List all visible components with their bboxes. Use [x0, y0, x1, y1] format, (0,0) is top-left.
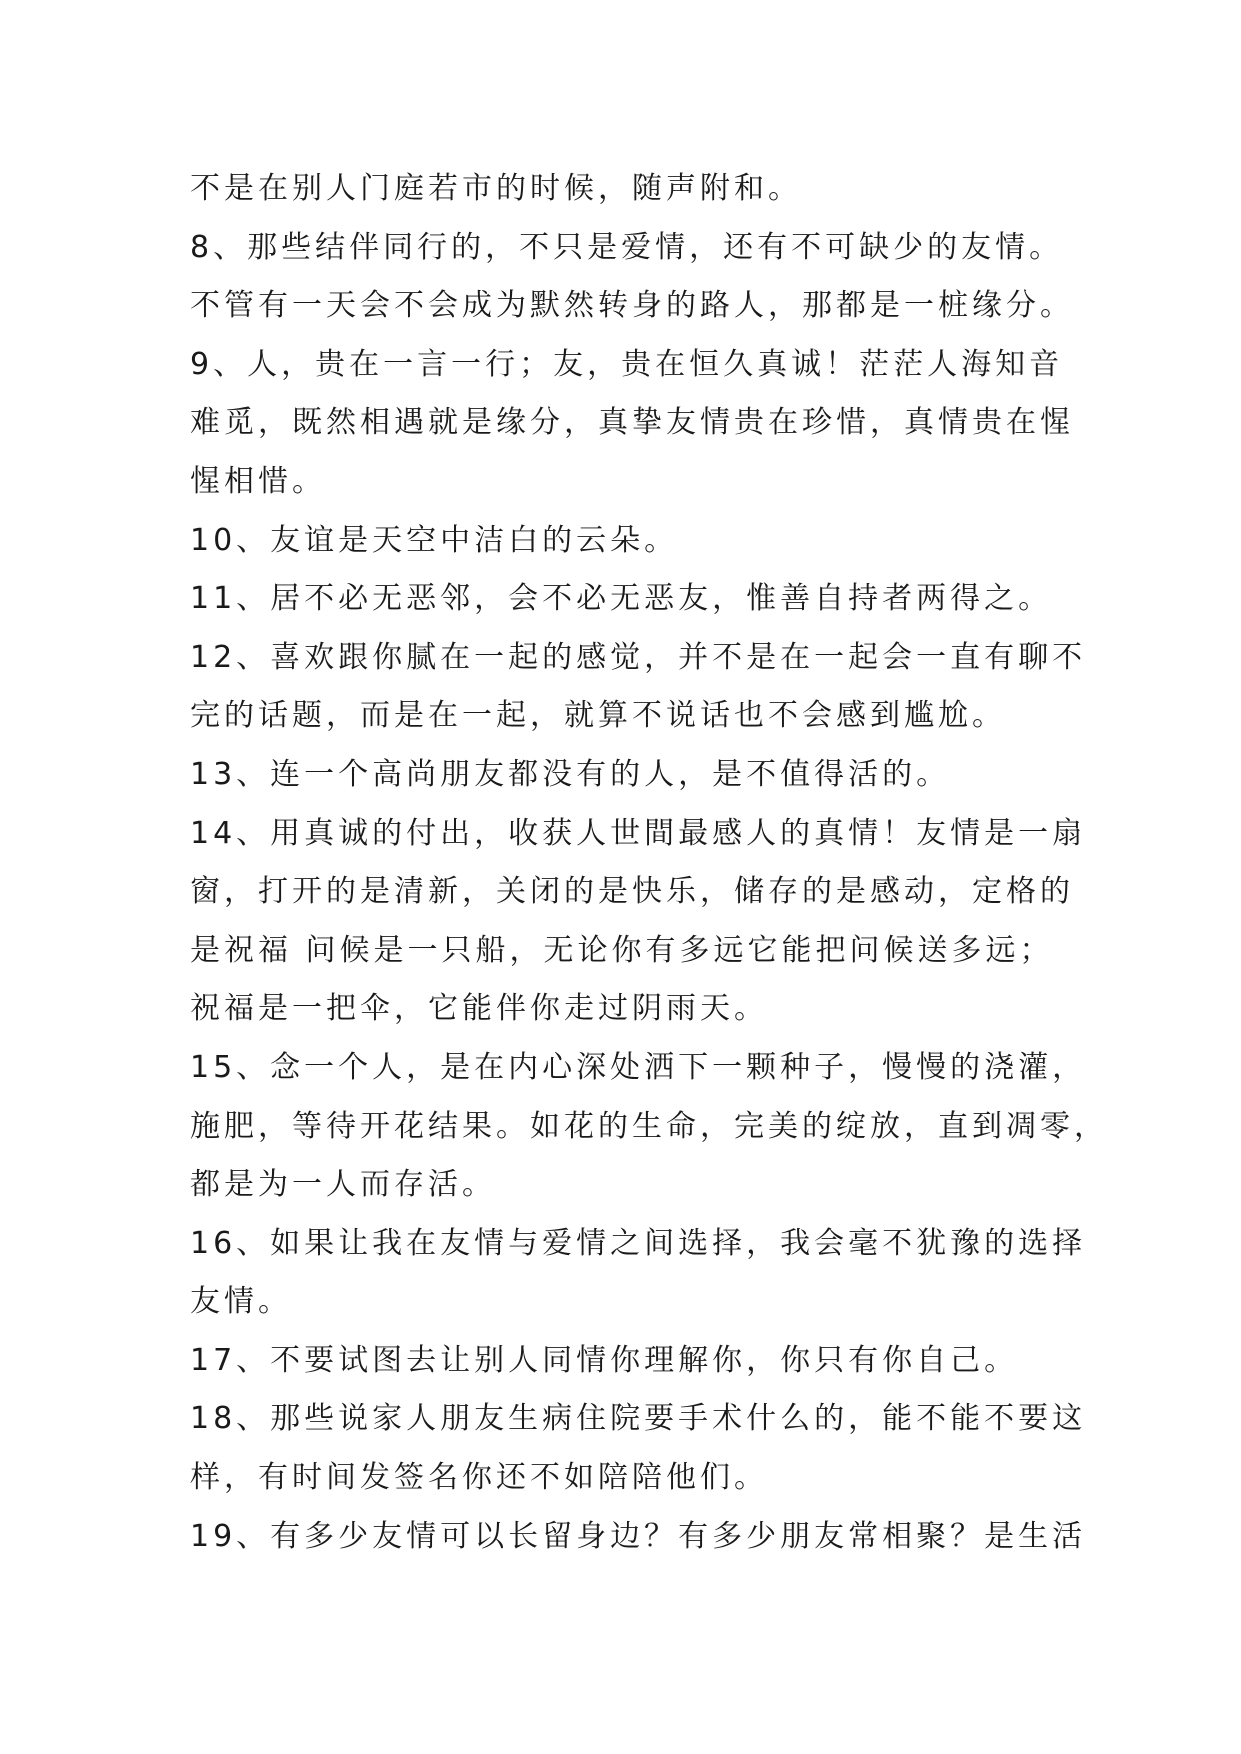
text-line: 完的话题，而是在一起，就算不说话也不会感到尴尬。	[190, 698, 1006, 734]
body-text	[190, 160, 1108, 1566]
text-line: 难觅，既然相遇就是缘分，真挚友情贵在珍惜，真情贵在惺	[190, 405, 1074, 441]
text-line: 都是为一人而存活。	[190, 1167, 496, 1203]
text-line: 17、不要试图去让别人同情你理解你，你只有你自己。	[190, 1342, 1019, 1378]
text-line: 10、友谊是天空中洁白的云朵。	[190, 522, 679, 558]
text-line: 窗，打开的是清新，关闭的是快乐，储存的是感动，定格的	[190, 874, 1074, 910]
text-line: 8、那些结伴同行的，不只是爱情，还有不可缺少的友情。	[190, 229, 1064, 265]
text-line: 不是在别人门庭若市的时候，随声附和。	[190, 171, 802, 206]
text-line: 9、人，贵在一言一行；友，贵在恒久真诚！茫茫人海知音	[190, 346, 1064, 382]
text-line: 13、连一个高尚朋友都没有的人，是不值得活的。	[190, 756, 951, 792]
text-line: 12、喜欢跟你腻在一起的感觉，并不是在一起会一直有聊不	[190, 639, 1087, 675]
text-line: 11、居不必无恶邻，会不必无恶友，惟善自持者两得之。	[190, 581, 1053, 617]
text-line: 15、念一个人，是在内心深处洒下一颗种子，慢慢的浇灌，	[190, 1049, 1087, 1085]
text-line: 不管有一天会不会成为默然转身的路人，那都是一桩缘分。	[190, 288, 1074, 324]
text-line: 是祝福 问候是一只船，无论你有多远它能把问候送多远；	[190, 932, 1054, 968]
text-line: 惺相惜。	[190, 463, 326, 499]
text-line: 16、如果让我在友情与爱情之间选择，我会毫不犹豫的选择	[190, 1225, 1087, 1261]
text-line: 祝福是一把伞，它能伴你走过阴雨天。	[190, 991, 768, 1027]
text-line: 样，有时间发签名你还不如陪陪他们。	[190, 1460, 768, 1496]
text-line: 14、用真诚的付出，收获人世間最感人的真情！友情是一扇	[190, 815, 1087, 851]
text-line: 施肥，等待开花结果。如花的生命，完美的绽放，直到凋零，	[190, 1108, 1108, 1144]
text-line: 19、有多少友情可以长留身边？有多少朋友常相聚？是生活	[190, 1518, 1087, 1554]
text-line: 友情。	[190, 1284, 292, 1320]
text-line: 18、那些说家人朋友生病住院要手术什么的，能不能不要这	[190, 1401, 1087, 1437]
